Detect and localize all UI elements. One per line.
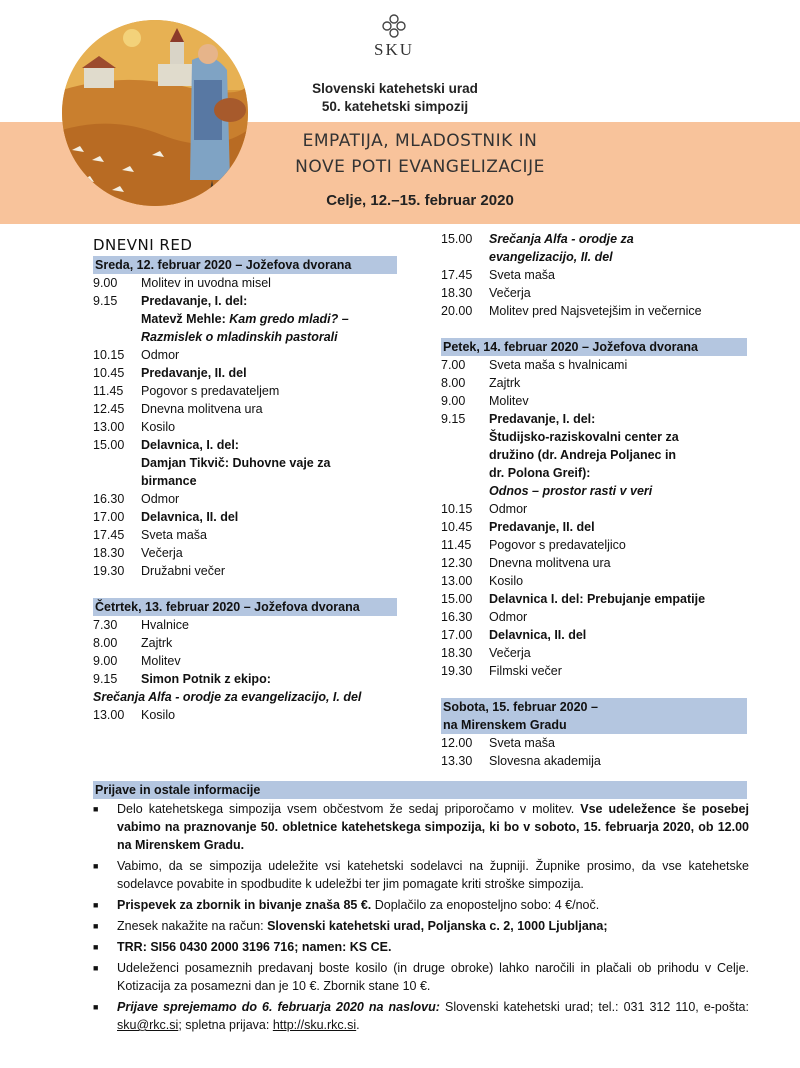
info-item: ■ Znesek nakažite na račun: Slovenski katehetski urad, Poljanska c. 2, 1000 Ljubljana; — [93, 919, 608, 933]
bullet-icon: ■ — [93, 942, 99, 952]
list-item: 13.00 Kosilo — [441, 574, 524, 588]
list-item: 9.15 Simon Potnik z ekipo: — [93, 672, 271, 686]
list-item: Odnos – prostor rasti v veri — [489, 484, 653, 498]
list-item: evangelizacijo, II. del — [489, 250, 613, 264]
list-item: 19.30 Družabni večer — [93, 564, 226, 578]
info-item: ■ Delo katehetskega simpozija vsem občestvom že sedaj priporočamo v molitev. Vse udeležence še posebej vabimo na praznovanje 50. obletnice katehetskega simpozija, ki bo v soboto, 15. februarja 2020, ob 12.00 na Mirenskem Gradu. — [93, 802, 749, 852]
list-item: 17.45 Sveta maša — [441, 268, 556, 282]
list-item: 9.00 Molitev — [441, 394, 529, 408]
info-item: ■ TRR: SI56 0430 2000 3196 716; namen: KS CE. — [93, 940, 392, 954]
list-item: 17.00 Delavnica, II. del — [441, 628, 587, 642]
wednesday-list — [93, 274, 397, 580]
info-item: ■ Udeleženci posameznih predavanj boste kosilo (in druge obroke) lahko naročili in plačali ob prihodu v Celje. Kotizacija za posamezni dan je 10 €. Zbornik stane 10 €. — [93, 961, 749, 993]
left-column — [93, 256, 397, 724]
list-item: Srečanja Alfa - orodje za evangelizacijo, I. del — [93, 690, 362, 704]
list-item: Razmislek o mladinskih pastorali — [141, 330, 338, 344]
list-item: 17.00 Delavnica, II. del — [93, 510, 239, 524]
bullet-icon: ■ — [93, 963, 99, 973]
list-item: 16.30 Odmor — [93, 492, 180, 506]
theme-title — [230, 128, 610, 180]
saturday-header-line-1: Sobota, 15. februar 2020 – — [443, 700, 598, 714]
list-item: 19.30 Filmski večer — [441, 664, 562, 678]
thursday-list — [93, 616, 397, 724]
info-list — [93, 800, 749, 1037]
saturday-list — [441, 734, 747, 770]
right-column — [441, 230, 747, 770]
list-item: 9.15 Predavanje, I. del: — [93, 294, 248, 308]
list-item: 10.15 Odmor — [441, 502, 528, 516]
list-item: družino (dr. Andreja Poljanec in — [489, 448, 677, 462]
list-item: Damjan Tikvič: Duhovne vaje za — [141, 456, 331, 470]
organization-block — [230, 80, 560, 116]
bullet-icon: ■ — [93, 861, 99, 871]
list-item: 15.00 Delavnica I. del: Prebujanje empatije — [441, 592, 706, 606]
list-item: 18.30 Večerja — [441, 646, 531, 660]
list-item: birmance — [141, 474, 197, 488]
friday-list — [441, 356, 747, 680]
list-item: 7.00 Sveta maša s hvalnicami — [441, 358, 628, 372]
bullet-icon: ■ — [93, 804, 99, 814]
info-header: Prijave in ostale informacije — [93, 781, 747, 799]
list-item: 18.30 Večerja — [93, 546, 183, 560]
list-item: 13.00 Kosilo — [93, 708, 176, 722]
list-item: 10.45 Predavanje, II. del — [441, 520, 595, 534]
list-item: 15.00 Delavnica, I. del: — [93, 438, 239, 452]
logo-text: SKU — [373, 40, 414, 59]
list-item: 10.45 Predavanje, II. del — [93, 366, 247, 380]
list-item: 9.15 Predavanje, I. del: — [441, 412, 596, 426]
list-item: 15.00 Srečanja Alfa - orodje za — [441, 232, 634, 246]
theme-line-1: EMPATIJA, MLADOSTNIK IN — [302, 131, 538, 151]
event-dates: Celje, 12.–15. februar 2020 — [326, 192, 514, 209]
symposium-name: 50. katehetski simpozij — [321, 99, 469, 114]
list-item: 8.00 Zajtrk — [441, 376, 521, 390]
info-item: ■ Prijave sprejemamo do 6. februarja 2020 na naslovu: Slovenski katehetski urad; tel.: 031 312 110, e-pošta: sku@rkc.si; spletna prijava: http://sku.rkc.si. — [93, 1000, 749, 1032]
list-item: 8.00 Zajtrk — [93, 636, 173, 650]
org-name: Slovenski katehetski urad — [312, 81, 478, 96]
list-item: 12.45 Dnevna molitvena ura — [93, 402, 263, 416]
hexagon-logo-icon — [379, 14, 409, 38]
info-item: ■ Prispevek za zbornik in bivanje znaša 85 €. Doplačilo za enoposteljno sobo: 4 €/noč. — [93, 898, 600, 912]
day-header-wednesday: Sreda, 12. februar 2020 – Jožefova dvorana — [93, 256, 397, 274]
day-header-friday: Petek, 14. februar 2020 – Jožefova dvorana — [441, 338, 747, 356]
list-item: 17.45 Sveta maša — [93, 528, 208, 542]
list-item: 7.30 Hvalnice — [93, 618, 189, 632]
list-item: 12.00 Sveta maša — [441, 736, 556, 750]
list-item: 13.00 Kosilo — [93, 420, 176, 434]
list-item: 9.00 Molitev — [93, 654, 181, 668]
list-item: dr. Polona Greif): — [489, 466, 591, 480]
list-item: 10.15 Odmor — [93, 348, 180, 362]
list-item: 18.30 Večerja — [441, 286, 531, 300]
list-item: 12.30 Dnevna molitvena ura — [441, 556, 611, 570]
bullet-icon: ■ — [93, 900, 99, 910]
list-item: 20.00 Molitev pred Najsvetejšim in večernice — [441, 304, 702, 318]
bullet-icon: ■ — [93, 921, 99, 931]
email-link[interactable]: sku@rkc.si — [117, 1018, 179, 1032]
thursday-continued-list — [441, 230, 747, 320]
list-item: 16.30 Odmor — [441, 610, 528, 624]
sku-logo — [366, 14, 422, 60]
list-item: 11.45 Pogovor s predavateljico — [441, 538, 626, 552]
info-item: ■ Vabimo, da se simpozija udeležite vsi katehetski sodelavci na župniji. Župnike prosimo, da vse katehetske sodelavce povabite in spodbudite k udeležbi ter jim pomagate kriti stroške simpozija. — [93, 859, 749, 891]
saturday-header-line-2: na Mirenskem Gradu — [443, 718, 567, 732]
painting-image — [62, 20, 248, 206]
list-item: 9.00 Molitev in uvodna misel — [93, 276, 271, 290]
day-header-thursday: Četrtek, 13. februar 2020 – Jožefova dvorana — [93, 598, 397, 616]
list-item: 13.30 Slovesna akademija — [441, 754, 601, 768]
list-item: Matevž Mehle: Kam gredo mladi? – — [141, 312, 349, 326]
bullet-icon: ■ — [93, 1002, 99, 1012]
day-header-saturday — [441, 698, 747, 734]
theme-line-2: NOVE POTI EVANGELIZACIJE — [295, 157, 545, 177]
registration-link[interactable]: http://sku.rkc.si — [272, 1018, 357, 1032]
list-item: 11.45 Pogovor s predavateljem — [93, 384, 280, 398]
program-title: DNEVNI RED — [93, 236, 193, 254]
list-item: Študijsko-raziskovalni center za — [489, 430, 679, 444]
